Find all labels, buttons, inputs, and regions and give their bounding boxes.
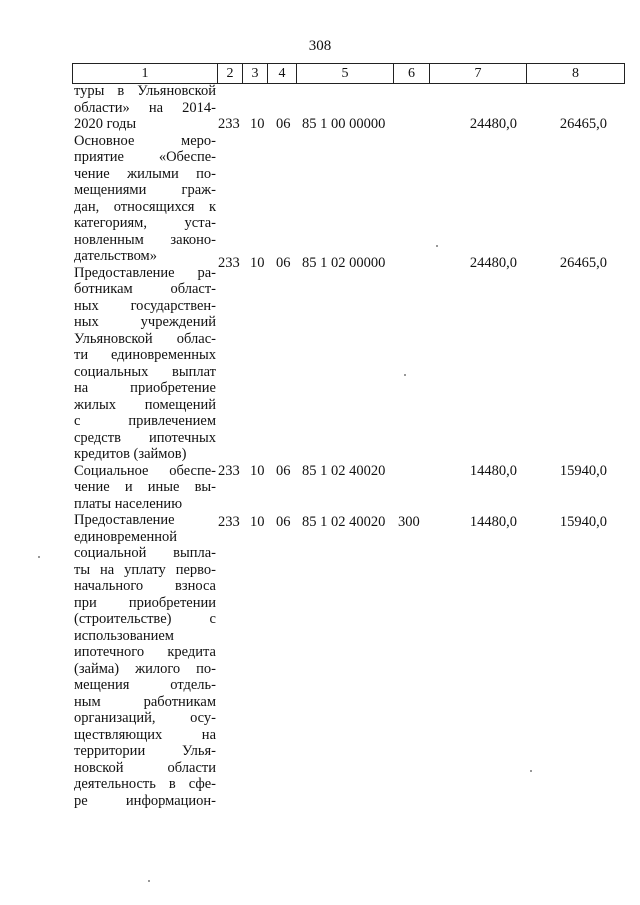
text-line: территории Улья- bbox=[74, 743, 216, 759]
text-line: мещения отдель- bbox=[74, 677, 216, 693]
scan-speck bbox=[148, 880, 150, 882]
cell-c8: 15940,0 bbox=[559, 514, 607, 530]
text-line: новской области bbox=[74, 759, 216, 776]
cell-c3: 10 bbox=[250, 463, 265, 479]
text-line: дательством» bbox=[74, 248, 157, 264]
cell-c5: 85 1 00 00000 bbox=[302, 116, 386, 132]
header-col-6: 6 bbox=[408, 66, 415, 81]
text-line: деятельность в сфе- bbox=[74, 776, 216, 792]
header-col-5: 5 bbox=[341, 66, 349, 81]
header-col-2: 2 bbox=[226, 66, 234, 81]
text-line: Социальное обеспе- bbox=[74, 462, 216, 479]
scan-speck bbox=[38, 556, 40, 558]
text-line: при приобретении bbox=[74, 594, 216, 611]
header-col-7: 7 bbox=[474, 66, 482, 81]
text-line: ре информацион- bbox=[74, 792, 216, 809]
cell-c6: 300 bbox=[398, 514, 420, 530]
cell-c8: 26465,0 bbox=[559, 255, 607, 271]
cell-c4: 06 bbox=[276, 116, 291, 132]
text-line: начального взноса bbox=[74, 578, 216, 594]
text-line: ным работникам bbox=[74, 693, 216, 710]
text-line: (строительстве) с bbox=[74, 611, 216, 627]
header-col-3: 3 bbox=[251, 66, 259, 81]
text-line: кредитов (займов) bbox=[74, 446, 187, 462]
text-line: ных учреждений bbox=[74, 314, 216, 330]
text-line: ипотечного кредита bbox=[74, 644, 216, 660]
cell-c5: 85 1 02 40020 bbox=[302, 514, 386, 530]
table-row bbox=[0, 254, 640, 272]
text-line: Ульяновской облас- bbox=[74, 330, 216, 347]
text-line: Предоставление bbox=[74, 512, 175, 528]
text-line: мещениями граж- bbox=[74, 182, 216, 198]
text-line: ботникам област- bbox=[74, 281, 216, 297]
text-line: социальных выплат bbox=[74, 363, 216, 380]
cell-c8: 15940,0 bbox=[559, 463, 607, 479]
cell-c8: 26465,0 bbox=[559, 116, 607, 132]
text-line: жилых помещений bbox=[74, 396, 216, 413]
cell-c7: 24480,0 bbox=[469, 255, 517, 271]
scan-speck bbox=[404, 374, 406, 376]
text-line: использованием bbox=[74, 627, 174, 644]
cell-c4: 06 bbox=[276, 514, 291, 530]
cell-c5: 85 1 02 40020 bbox=[302, 463, 386, 479]
text-line: ти единовременных bbox=[74, 347, 216, 363]
table-row bbox=[0, 513, 640, 531]
text-line: организаций, осу- bbox=[74, 710, 216, 726]
cell-c7: 24480,0 bbox=[469, 116, 517, 132]
text-line: единовременной bbox=[74, 528, 178, 545]
table-row bbox=[0, 462, 640, 480]
cell-c2: 233 bbox=[218, 255, 240, 271]
text-line: на приобретение bbox=[74, 380, 216, 396]
text-line: Основное меро- bbox=[74, 132, 216, 149]
cell-c2: 233 bbox=[218, 514, 240, 530]
text-line: чение жилыми по- bbox=[74, 165, 216, 182]
text-line: чение и иные вы- bbox=[74, 479, 216, 495]
scan-speck bbox=[530, 770, 532, 772]
cell-c2: 233 bbox=[218, 116, 240, 132]
scan-speck bbox=[436, 245, 438, 247]
page-number: 308 bbox=[308, 38, 332, 54]
text-line: новленным законо- bbox=[74, 231, 216, 248]
header-col-1: 1 bbox=[141, 66, 149, 81]
header-col-4: 4 bbox=[278, 66, 286, 81]
text-line: платы населению bbox=[74, 495, 183, 512]
text-line: (займа) жилого по- bbox=[74, 660, 216, 677]
cell-c4: 06 bbox=[276, 463, 291, 479]
text-line: ных государствен- bbox=[74, 297, 216, 314]
text-line: ты на уплату перво- bbox=[74, 561, 216, 578]
cell-c3: 10 bbox=[250, 116, 265, 132]
cell-c2: 233 bbox=[218, 463, 240, 479]
cell-c7: 14480,0 bbox=[469, 514, 517, 530]
text-line: Предоставление ра- bbox=[74, 264, 216, 281]
text-line: ществляющих на bbox=[74, 726, 216, 743]
table-row bbox=[0, 115, 640, 133]
text-line: средств ипотечных bbox=[74, 429, 216, 446]
cell-c4: 06 bbox=[276, 255, 291, 271]
text-line: категориям, уста- bbox=[74, 215, 216, 231]
text-line: туры в Ульяновской bbox=[74, 83, 216, 99]
text-line: дан, относящихся к bbox=[74, 198, 216, 215]
text-line: социальной выпла- bbox=[74, 545, 216, 561]
text-line: приятие «Обеспе- bbox=[74, 149, 216, 165]
cell-c5: 85 1 02 00000 bbox=[302, 255, 386, 271]
header-col-8: 8 bbox=[572, 66, 579, 81]
description-column bbox=[74, 83, 216, 809]
text-line: 2020 годы bbox=[74, 116, 137, 132]
text-line: с привлечением bbox=[74, 413, 216, 429]
cell-c3: 10 bbox=[250, 255, 265, 271]
table-header bbox=[72, 63, 625, 84]
text-line: области» на 2014- bbox=[74, 99, 216, 116]
cell-c7: 14480,0 bbox=[469, 463, 517, 479]
cell-c3: 10 bbox=[250, 514, 265, 530]
